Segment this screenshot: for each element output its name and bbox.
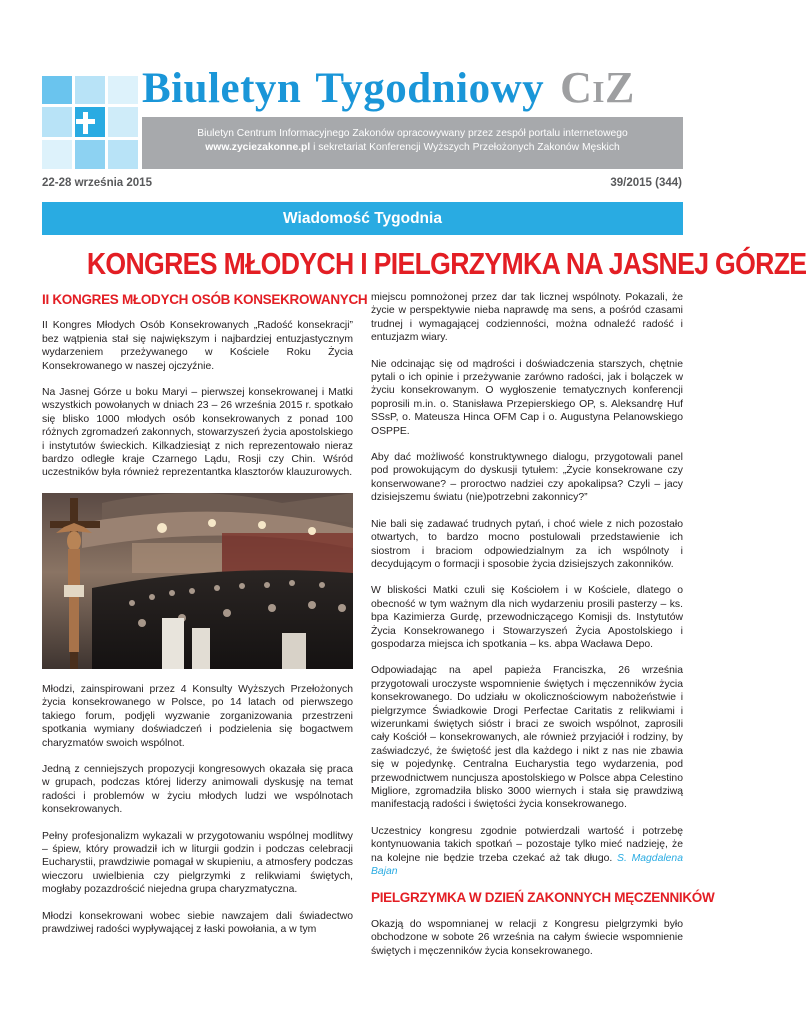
- paragraph: Aby dać możliwość konstruktywnego dialogu, przygotowali panel pod prowokującym do dyskusji tytułem: „Życie konsekrowane czy konserwowane? – proroctwo nadziei czy apokalipsa? Czyli – jacy dzisiejszemu światu (nie)potrzebni zakonnicy?”: [371, 452, 683, 504]
- paragraph: Na Jasnej Górze u boku Maryi – pierwszej konsekrowanej i Matki wszystkich powołanych w dniach 23 – 26 września 2015 r. spotkało się blisko 1000 młodych osób konsekrowanych z ponad 100 różnych zgromadzeń zakonnych, stowarzyszeń życia apostolskiego i instytutów świeckich. Kilkadziesiąt z nich reprezentowało nieraz bardzo odległe kraje Czarnego Lądu, Rosji czy Chin. Wśród uczestników była również reprezentantka klasztorów klauzurowych.: [42, 387, 353, 479]
- description-line-2: [142, 141, 683, 155]
- paragraph: W bliskości Matki czuli się Kościołem i w Kościele, dlatego o obecność w tym ważnym dla nich wydarzeniu prosili pasterzy – ks. bpa Kazimierza Gurdę, przewodniczącego Komisji ds. Instytutów Życia Konsekrowanego i Stowarzyszeń Życia Apostolskiego i gospodarza miejsca ich spotkania – ks. abpa Wacława Depo.: [371, 585, 683, 650]
- right-column: [371, 291, 715, 971]
- title-word-tygodniowy: Tygodniowy: [315, 65, 545, 112]
- portal-link[interactable]: www.zyciezakonne.pl: [205, 142, 311, 153]
- bulletin-title: [142, 62, 635, 113]
- subheading-congress: II KONGRES MŁODYCH OSÓB KONSEKROWANYCH: [42, 292, 368, 307]
- description-line-2-text: i sekretariat Konferencji Wyższych Przełożonych Zakonów Męskich: [310, 142, 620, 153]
- paragraph: Nie odcinając się od mądrości i doświadczenia starszych, chętnie pytali o ich opinie i przeżywanie zarówno radości, jak i bolączek w życiu konsekrowanym. O wygłoszenie tematycznych konferencji poprosili m.in. o. Stanisława Przepierskiego OP, s. Aleksandrę Huf SSsP, o. Mateusza Hinca OFM Cap i o. Augustyna Pelanowskiego OSPPE.: [371, 358, 683, 437]
- paragraph: [371, 825, 683, 879]
- subheading-pilgrimage: PIELGRZYMKA W DZIEŃ ZAKONNYCH MĘCZENNIKÓW: [371, 890, 715, 906]
- congress-photo: [42, 493, 353, 669]
- author-signature: S. Magdalena Bajan: [371, 852, 683, 878]
- paragraph-text: Uczestnicy kongresu zgodnie potwierdzali wartość i potrzebę kontynuowania takich spotkań – pozostaje tylko mieć nadzieję, że na kolejne nie będzie trzeba czekać aż tak długo.: [371, 825, 683, 864]
- paragraph: Okazją do wspomnianej w relacji z Kongresu pielgrzymki było obchodzone w sobote 26 września na całym świecie wspomnienie świętych i męczenników życia konsekrowanego.: [371, 918, 683, 957]
- paragraph: Młodzi, zainspirowani przez 4 Konsulty Wyższych Przełożonych życia konsekrowanego w Polsce, po 14 latach od pierwszego takiego forum, podjęli wyzwanie zorganizowania przestrzeni spotkania wymiany doświadczeń i podzielenia się bogactwem charyzmatów swoich wspólnot.: [42, 683, 353, 749]
- bulletin-logo-grid: [42, 76, 138, 169]
- paragraph: Pełny profesjonalizm wykazali w przygotowaniu wspólnej modlitwy – śpiew, który prowadził ich w liturgii godzin i podczas celebracji Eucharystii, prawdziwie pomagał w skupieniu, a atmosfery podczas wieczoru uwielbienia czy pielgrzymki z relikwiami świętych, mogłaby pozazdrościć niejedna grupa charyzmatyczna.: [42, 830, 353, 896]
- left-column: [42, 292, 368, 949]
- masthead-description: [142, 117, 683, 169]
- section-bar: Wiadomość Tygodnia: [42, 202, 683, 235]
- title-word-ciz: CiZ: [560, 63, 635, 112]
- paragraph: Odpowiadając na apel papieża Franciszka, 26 września przygotowali uroczyste wspomnienie świętych i męczenników życia konsekrowanego. Do udziału w okolicznościowym nabożeństwie i pielgrzymce Świadkowie Drogi Perfectae Caritatis z relikwiami i wizerunkami świętych sióstr i braci ze swoich wspólnot, zaprosili cały Kościół – konsekrowanych, ale również przyjaciół i rodziny, by zaświadczyć, że świętość jest dla każdego i nikt z nas nie zbawia się w pojedynkę. Centralna Eucharystia tego wydarzenia, pod przewodnictwem nuncjusza apostolskiego w Polsce abpa Celestino Migliore, zgromadziła blisko 3000 wiernych i stała się prawdziwą manifestacją radości i świętości życia konsekrowanego.: [371, 665, 683, 811]
- description-line-1: Biuletyn Centrum Informacyjnego Zakonów opracowywany przez zespół portalu internetowego: [197, 128, 628, 139]
- paragraph: Młodzi konsekrowani wobec siebie nawzajem dali świadectwo prawdziwej radości wypływającej z łaski powołania, a w tym: [42, 910, 353, 935]
- date-range: 22-28 września 2015: [42, 177, 152, 189]
- paragraph: Nie bali się zadawać trudnych pytań, i choć wiele z nich pozostało otwartych, to bardzo mocno postulowali przedstawienie ich siostrom i braciom odpowiedzialnym za ich wspólnoty i decydującym o formacji i sposobie życia dzisiejszych zakonników.: [371, 518, 683, 570]
- paragraph: Jedną z cenniejszych propozycji kongresowych okazała się praca w grupach, podczas której liderzy animowali dyskusję na temat radości i problemów w życiu młodych ludzi we wspólnotach konsekrowanych.: [42, 763, 353, 816]
- issue-number: 39/2015 (344): [610, 177, 682, 189]
- title-word-biuletyn: Biuletyn: [142, 65, 302, 112]
- main-headline: KONGRES MŁODYCH I PIELGRZYMKA NA JASNEJ GÓRZE: [86, 246, 806, 281]
- paragraph: miejscu pomnożonej przez dar tak licznej wspólnoty. Pokazali, że życie w perspektywie nieba naprawdę ma sens, a pośród czasami trudnej i wymagającej codzienności, można odnaleźć radość i entuzjazm wiary.: [371, 292, 683, 344]
- paragraph: II Kongres Młodych Osób Konsekrowanych „Radość konsekracji” bez wątpienia stał się największym i najbardziej entuzjastycznym wydarzeniem przeżywanego w Kościele Roku Życia Konsekrowanego w naszej ojczyźnie.: [42, 320, 353, 372]
